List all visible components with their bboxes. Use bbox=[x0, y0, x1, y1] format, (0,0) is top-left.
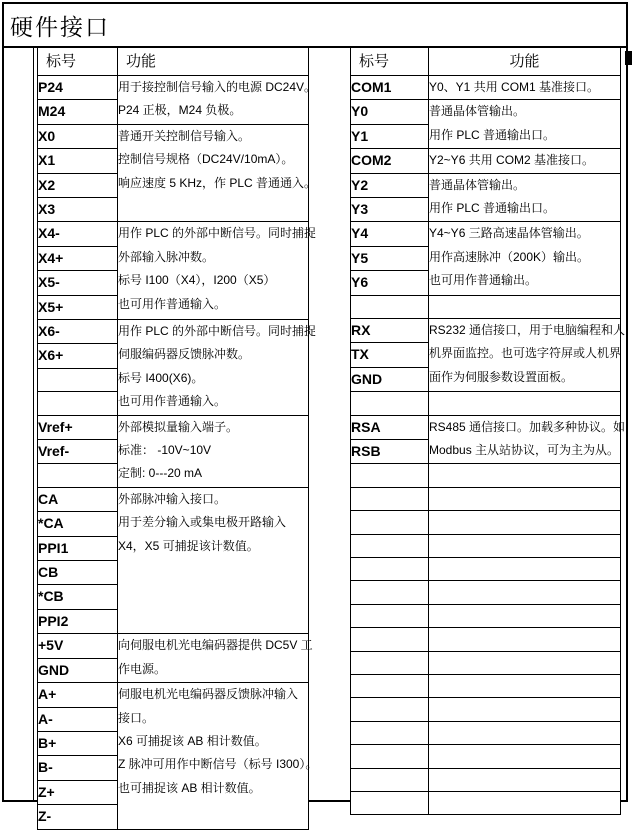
empty-row bbox=[351, 511, 621, 534]
function-line: 用作 PLC 普通输出口。 bbox=[429, 127, 556, 142]
label-cell: +5V bbox=[38, 634, 118, 658]
function-cell bbox=[429, 581, 621, 604]
function-line: 标号 I400(X6)。 bbox=[118, 370, 204, 385]
label-cell: Y1 bbox=[351, 124, 429, 148]
table-row bbox=[351, 295, 621, 318]
label-cell bbox=[38, 392, 118, 415]
label-cell bbox=[351, 674, 429, 697]
empty-row bbox=[351, 791, 621, 814]
function-line: 普通晶体管输出。 bbox=[429, 104, 526, 119]
label-cell bbox=[351, 698, 429, 721]
label-cell bbox=[351, 392, 429, 415]
table-row bbox=[38, 487, 309, 511]
hardware-left-table bbox=[37, 47, 318, 830]
label-cell bbox=[351, 581, 429, 604]
function-line: Modbus 主从站协议，可为主为从。 bbox=[429, 443, 620, 458]
empty-row bbox=[351, 464, 621, 487]
table-row bbox=[351, 222, 621, 246]
function-line: 作电源。 bbox=[118, 661, 167, 676]
empty-row bbox=[351, 721, 621, 744]
function-line: RS485 通信接口。加载多种协议。如, bbox=[429, 419, 629, 434]
page-title: 硬件接口 bbox=[10, 14, 110, 40]
label-cell bbox=[351, 768, 429, 791]
function-cell bbox=[429, 558, 621, 581]
label-cell bbox=[38, 368, 118, 391]
function-line: P24 正极，M24 负极。 bbox=[118, 103, 242, 118]
function-line: 也可用作普通输入。 bbox=[118, 394, 227, 409]
table-row bbox=[351, 76, 621, 100]
empty-row bbox=[351, 628, 621, 651]
function-line: 也可用作普通输入。 bbox=[118, 296, 227, 311]
label-cell: X4- bbox=[38, 222, 118, 246]
function-cell bbox=[429, 392, 621, 415]
hardware-right-table bbox=[350, 47, 629, 815]
label-cell: Y5 bbox=[351, 246, 429, 270]
column-header-label: 标号 bbox=[38, 48, 118, 76]
label-cell: X5- bbox=[38, 271, 118, 295]
function-cell bbox=[429, 628, 621, 651]
function-cell bbox=[118, 683, 318, 829]
function-cell bbox=[429, 100, 621, 149]
label-cell bbox=[351, 511, 429, 534]
label-cell bbox=[38, 464, 118, 487]
function-line: 用作 PLC 的外部中断信号。同时捕捉 bbox=[118, 226, 317, 241]
function-line: 定制: 0---20 mA bbox=[118, 466, 203, 481]
label-cell bbox=[351, 295, 429, 318]
label-cell: B- bbox=[38, 756, 118, 780]
table-row bbox=[38, 634, 309, 658]
function-cell bbox=[118, 76, 317, 125]
label-cell: *CB bbox=[38, 585, 118, 609]
function-cell bbox=[118, 415, 309, 487]
label-cell: RX bbox=[351, 319, 429, 343]
table-row bbox=[38, 124, 309, 148]
function-line: X4，X5 可捕捉该计数值。 bbox=[118, 538, 259, 553]
function-line: 用作高速脉冲（200K）输出。 bbox=[429, 249, 590, 264]
function-line: 响应速度 5 KHz，作 PLC 普通通入。 bbox=[118, 175, 317, 190]
function-line: 接口。 bbox=[118, 710, 155, 725]
function-cell bbox=[118, 124, 317, 222]
function-cell bbox=[429, 222, 621, 295]
function-line: 机界面监控。也可选字符屏或人机界 bbox=[429, 346, 622, 361]
function-line: 标准： -10V~10V bbox=[118, 443, 212, 458]
function-cell bbox=[429, 604, 621, 627]
function-line: 向伺服电机光电编码器提供 DC5V 工 bbox=[118, 638, 313, 653]
label-cell: CA bbox=[38, 487, 118, 511]
label-cell bbox=[351, 745, 429, 768]
function-cell bbox=[429, 295, 621, 318]
function-line: Y4~Y6 三路高速晶体管输出。 bbox=[429, 226, 589, 241]
label-cell: X1 bbox=[38, 149, 118, 173]
label-cell: X6+ bbox=[38, 344, 118, 368]
column-header-function: 功能 bbox=[429, 48, 621, 76]
empty-row bbox=[351, 487, 621, 510]
function-cell bbox=[429, 511, 621, 534]
label-cell: X5+ bbox=[38, 295, 118, 319]
label-cell: X4+ bbox=[38, 246, 118, 270]
label-cell: RSA bbox=[351, 415, 429, 439]
function-cell bbox=[429, 487, 621, 510]
label-cell: PPI2 bbox=[38, 609, 118, 633]
label-cell: COM1 bbox=[351, 76, 429, 100]
table-row bbox=[351, 415, 621, 439]
function-line: 标号 I100（X4），I200（X5） bbox=[118, 273, 276, 288]
label-cell bbox=[351, 791, 429, 814]
label-cell: Y0 bbox=[351, 100, 429, 124]
label-cell: Vref- bbox=[38, 440, 118, 464]
table-row bbox=[38, 320, 309, 344]
label-cell: Z+ bbox=[38, 780, 118, 804]
function-cell bbox=[429, 721, 621, 744]
function-line: Y0、Y1 共用 COM1 基准接口。 bbox=[429, 80, 600, 94]
function-line: 外部输入脉冲数。 bbox=[118, 249, 215, 264]
empty-row bbox=[351, 651, 621, 674]
function-line: 控制信号规格（DC24V/10mA）。 bbox=[118, 152, 294, 167]
label-cell: X0 bbox=[38, 124, 118, 148]
function-line: 普通开关控制信号输入。 bbox=[118, 128, 251, 143]
empty-row bbox=[351, 604, 621, 627]
label-cell bbox=[351, 487, 429, 510]
header-row bbox=[351, 48, 621, 76]
empty-row bbox=[351, 698, 621, 721]
function-cell bbox=[429, 745, 621, 768]
function-line: 伺服电机光电编码器反馈脉冲输入 bbox=[118, 687, 299, 702]
table-row bbox=[351, 319, 621, 343]
label-cell: M24 bbox=[38, 100, 118, 124]
label-cell: Z- bbox=[38, 805, 118, 829]
function-line: 用于差分输入或集电极开路输入 bbox=[118, 515, 287, 530]
function-cell bbox=[118, 320, 317, 416]
function-line: 外部脉冲输入接口。 bbox=[118, 491, 227, 506]
label-cell: Y6 bbox=[351, 271, 429, 295]
function-cell bbox=[429, 76, 621, 100]
function-cell bbox=[118, 222, 317, 320]
function-cell bbox=[118, 487, 309, 633]
function-cell bbox=[429, 651, 621, 674]
label-cell: COM2 bbox=[351, 149, 429, 173]
table-row bbox=[351, 173, 621, 197]
table-row bbox=[351, 392, 621, 415]
empty-row bbox=[351, 745, 621, 768]
function-line: Y2~Y6 共用 COM2 基准接口。 bbox=[429, 153, 595, 168]
function-line: 用作 PLC 的外部中断信号。同时捕捉 bbox=[118, 324, 317, 339]
table-row bbox=[351, 149, 621, 173]
label-cell bbox=[351, 558, 429, 581]
label-cell bbox=[351, 628, 429, 651]
function-cell bbox=[429, 768, 621, 791]
label-cell: Y3 bbox=[351, 198, 429, 222]
label-cell: X2 bbox=[38, 173, 118, 197]
label-cell: X6- bbox=[38, 320, 118, 344]
function-cell bbox=[429, 698, 621, 721]
label-cell: TX bbox=[351, 343, 429, 367]
label-cell: B+ bbox=[38, 731, 118, 755]
label-cell: RSB bbox=[351, 440, 429, 464]
label-cell: A- bbox=[38, 707, 118, 731]
column-header-function: 功能 bbox=[118, 48, 309, 76]
header-row bbox=[38, 48, 309, 76]
label-cell: CB bbox=[38, 561, 118, 585]
function-line: 用于接控制信号输入的电源 DC24V。 bbox=[118, 80, 317, 94]
table-row bbox=[351, 100, 621, 124]
cursor-artifact bbox=[625, 51, 632, 65]
empty-row bbox=[351, 768, 621, 791]
function-cell bbox=[429, 149, 621, 173]
empty-row bbox=[351, 534, 621, 557]
function-line: 普通晶体管输出。 bbox=[429, 177, 526, 192]
function-cell bbox=[429, 173, 621, 222]
label-cell: Y4 bbox=[351, 222, 429, 246]
function-line: 也可用作普通输出。 bbox=[429, 273, 538, 288]
label-cell: P24 bbox=[38, 76, 118, 100]
label-cell: Y2 bbox=[351, 173, 429, 197]
function-line: 面作为伺服参数设置面板。 bbox=[429, 369, 574, 384]
table-row bbox=[38, 415, 309, 439]
label-cell bbox=[351, 721, 429, 744]
label-cell bbox=[351, 464, 429, 487]
empty-row bbox=[351, 581, 621, 604]
table-row bbox=[38, 683, 309, 707]
label-cell: X3 bbox=[38, 198, 118, 222]
function-cell bbox=[429, 464, 621, 487]
column-header-label: 标号 bbox=[351, 48, 429, 76]
table-row bbox=[38, 76, 309, 100]
function-line: X6 可捕捉该 AB 相计数值。 bbox=[118, 733, 267, 748]
label-cell: GND bbox=[38, 658, 118, 682]
function-cell bbox=[429, 415, 629, 464]
function-line: 伺服编码器反馈脉冲数。 bbox=[118, 347, 251, 362]
function-line: Z 脉冲可用作中断信号（标号 I300）。 bbox=[118, 757, 318, 772]
left-margin-line bbox=[33, 47, 34, 802]
label-cell: GND bbox=[351, 367, 429, 391]
label-cell: Vref+ bbox=[38, 415, 118, 439]
empty-row bbox=[351, 558, 621, 581]
table-row bbox=[38, 222, 309, 246]
function-cell bbox=[429, 791, 621, 814]
function-cell bbox=[429, 674, 621, 697]
function-line: RS232 通信接口，用于电脑编程和人 bbox=[429, 323, 626, 338]
function-cell bbox=[429, 534, 621, 557]
function-line: 也可捕捉该 AB 相计数值。 bbox=[118, 780, 261, 795]
label-cell bbox=[351, 534, 429, 557]
function-line: 外部模拟量输入端子。 bbox=[118, 419, 239, 434]
label-cell: *CA bbox=[38, 512, 118, 536]
function-line: 用作 PLC 普通输出口。 bbox=[429, 201, 556, 216]
function-cell bbox=[118, 634, 313, 683]
label-cell: A+ bbox=[38, 683, 118, 707]
function-cell bbox=[429, 319, 626, 392]
label-cell bbox=[351, 651, 429, 674]
empty-row bbox=[351, 674, 621, 697]
label-cell: PPI1 bbox=[38, 536, 118, 560]
label-cell bbox=[351, 604, 429, 627]
